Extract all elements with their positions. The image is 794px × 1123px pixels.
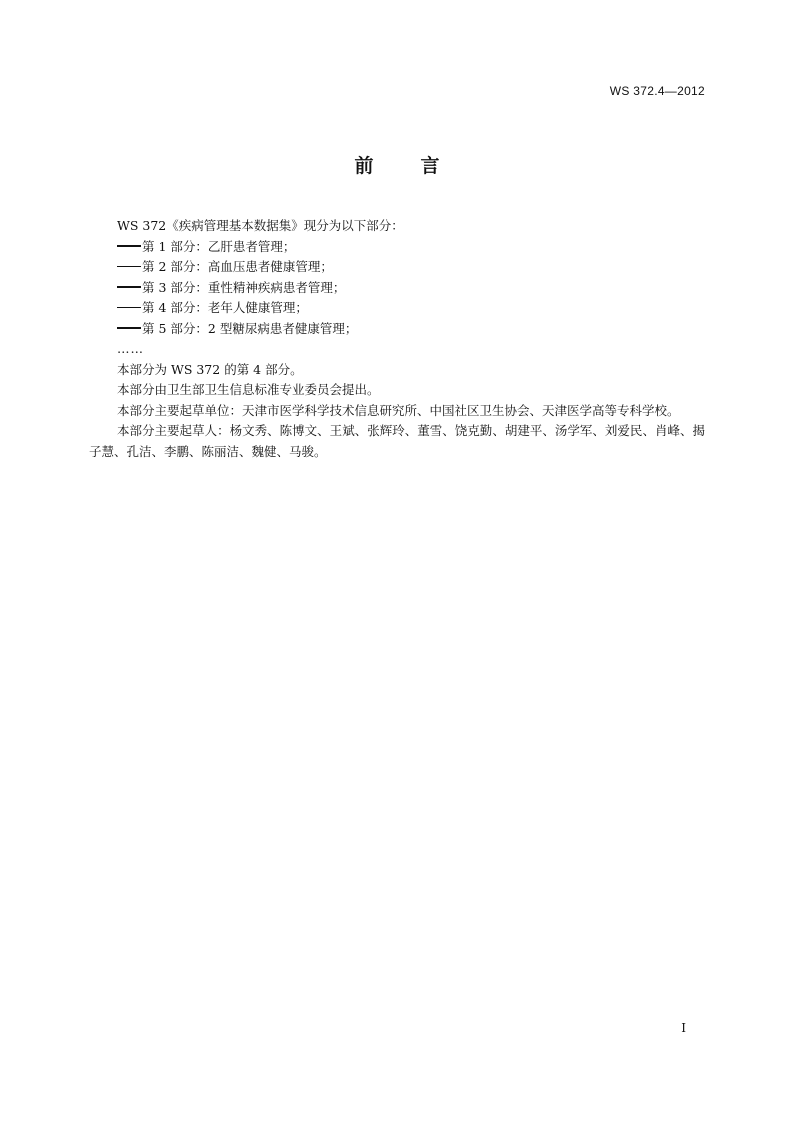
ellipsis: …… xyxy=(117,341,144,356)
proposed-by-paragraph: 本部分由卫生部卫生信息标准专业委员会提出。 xyxy=(117,382,380,397)
this-part-paragraph: 本部分为 WS 372 的第 4 部分。 xyxy=(117,361,303,377)
part-label: 第 4 部分：老年人健康管理； xyxy=(142,300,308,315)
em-dash xyxy=(117,307,141,308)
part-list-item xyxy=(89,257,705,278)
part-list-item xyxy=(89,319,705,340)
page-number: I xyxy=(681,1021,686,1035)
title-char-2: 言 xyxy=(420,155,440,177)
drafters-paragraph: 本部分主要起草人：杨文秀、陈博文、王斌、张辉玲、董雪、饶克勤、胡建平、汤学军、刘爱民、肖峰、揭子慧、孔洁、李鹏、陈丽洁、魏健、马骏。 xyxy=(89,423,705,459)
part-label: 第 1 部分：乙肝患者管理； xyxy=(142,238,296,254)
standard-code: WS 372.4—2012 xyxy=(609,84,705,98)
drafting-units-paragraph: 本部分主要起草单位：天津市医学科学技术信息研究所、中国社区卫生协会、天津医学高等专科学校。 xyxy=(117,402,680,418)
part-label: 第 3 部分：重性精神疾病患者管理； xyxy=(142,279,346,295)
part-list-item xyxy=(89,278,705,299)
part-list-item xyxy=(89,298,705,319)
page-title xyxy=(0,151,794,178)
title-char-1: 前 xyxy=(354,155,374,177)
part-list-item xyxy=(89,237,705,258)
em-dash xyxy=(117,327,141,328)
intro-paragraph: WS 372《疾病管理基本数据集》现分为以下部分： xyxy=(117,218,404,233)
em-dash xyxy=(117,266,141,267)
em-dash xyxy=(117,286,141,287)
em-dash xyxy=(117,245,141,246)
part-label: 第 2 部分：高血压患者健康管理； xyxy=(142,259,333,274)
part-label: 第 5 部分：2 型糖尿病患者健康管理； xyxy=(142,320,358,336)
foreword-body xyxy=(89,216,705,462)
